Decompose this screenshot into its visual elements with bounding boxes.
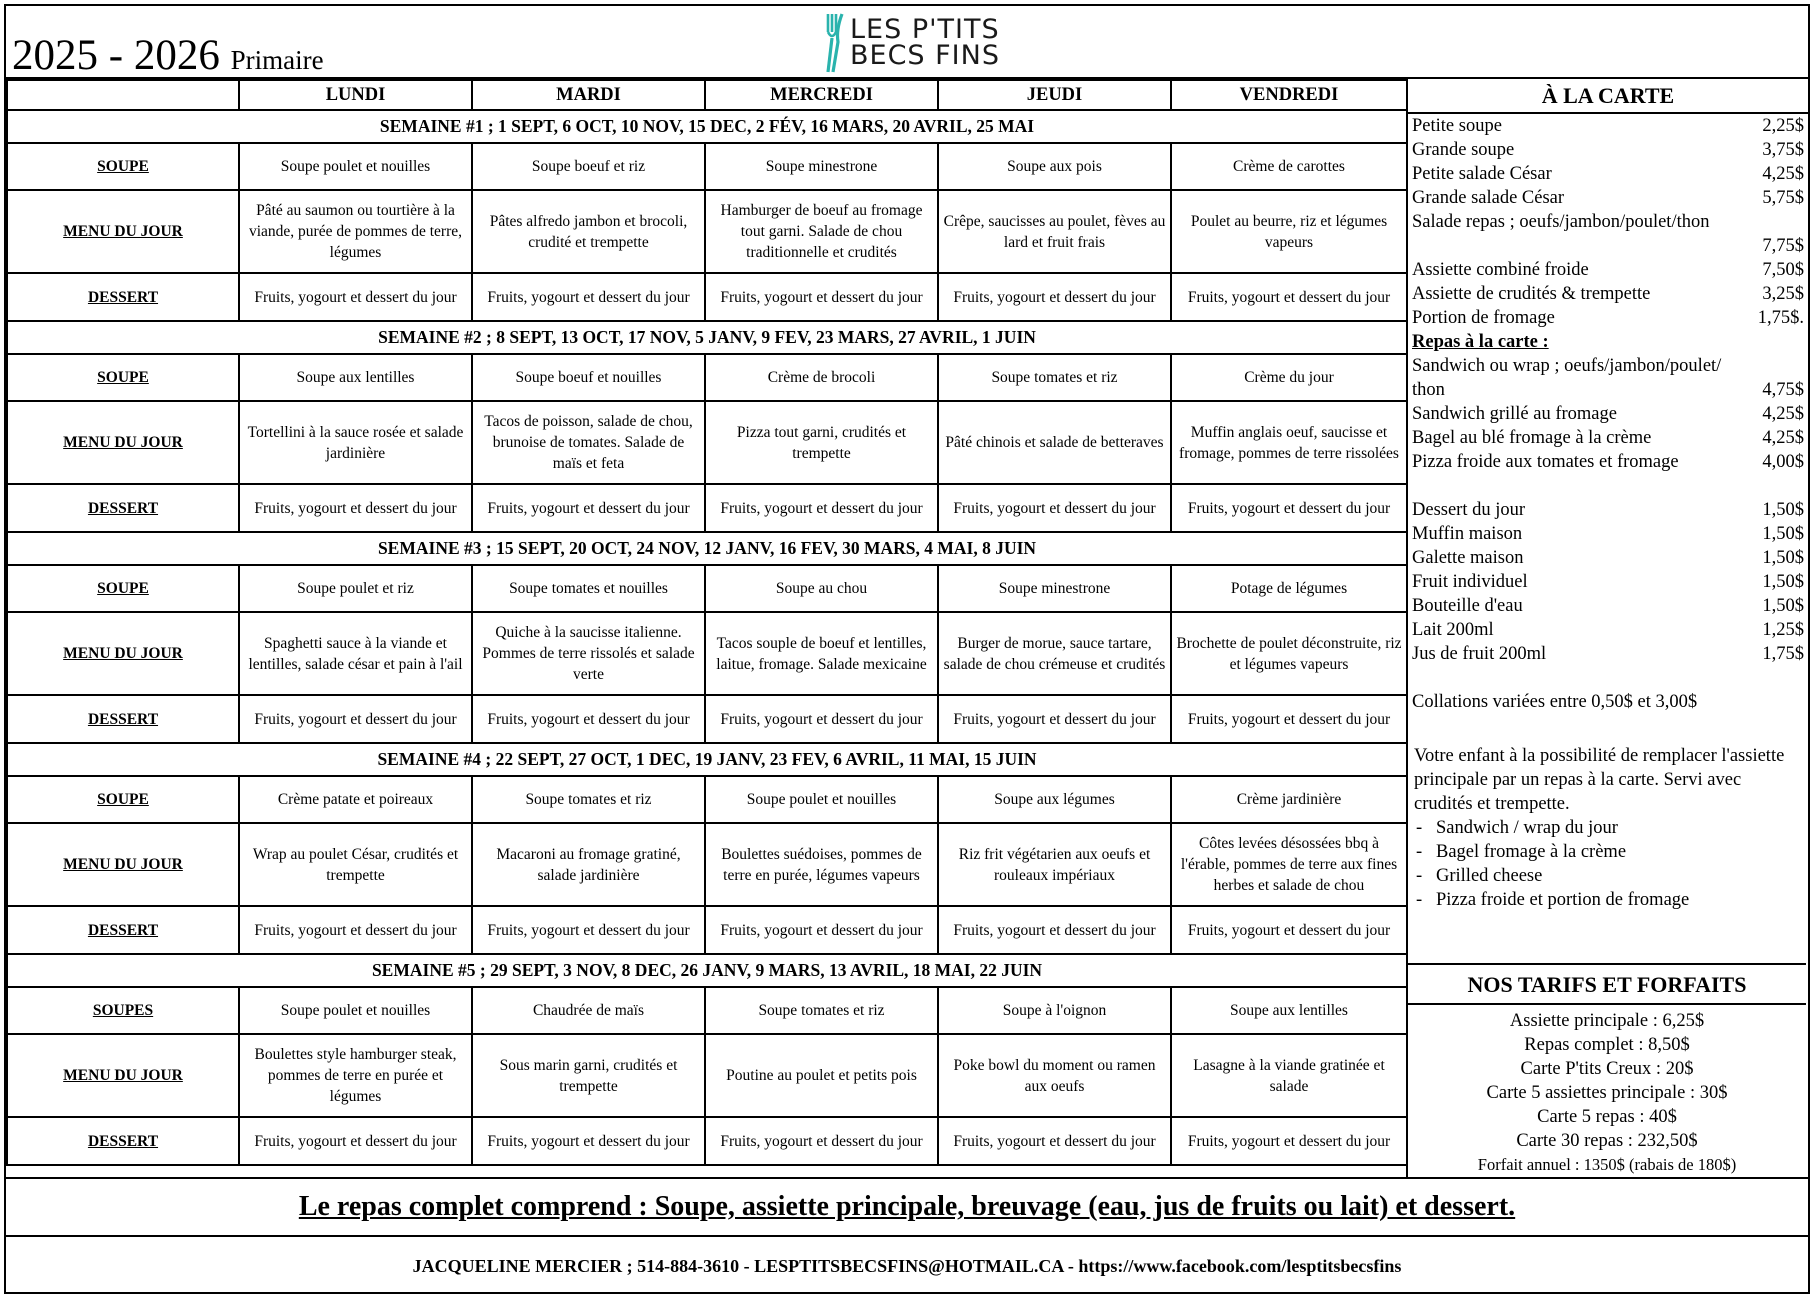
substitution-option	[1416, 840, 1802, 864]
week-2-soupe-row	[7, 354, 1407, 401]
carte-item	[1412, 186, 1804, 210]
item-price: 4,25$	[1762, 404, 1804, 424]
menu-cell-friday: Muffin anglais oeuf, saucisse et fromage, pommes de terre rissolées	[1171, 401, 1407, 484]
day-header-tuesday: MARDI	[472, 80, 705, 110]
carte-item	[1412, 114, 1804, 138]
salade-repas-price-row	[1412, 234, 1804, 258]
week-3-header-row	[7, 532, 1407, 565]
soupe-row-label: SOUPE	[7, 565, 239, 612]
item-name: Jus de fruit 200ml	[1412, 644, 1547, 664]
item-name: Portion de fromage	[1412, 308, 1555, 328]
substitution-option	[1416, 888, 1802, 912]
weekly-menu-table	[6, 79, 1408, 1166]
item-name: Petite soupe	[1412, 116, 1502, 136]
soupe-row-label: SOUPE	[7, 143, 239, 190]
dash-bullet: -	[1416, 866, 1423, 886]
tarif-item: Assiette principale : 6,25$	[1509, 1011, 1705, 1031]
item-price: 1,75$	[1762, 644, 1804, 664]
school-year-title	[12, 34, 324, 77]
dessert-cell-wednesday: Fruits, yogourt et dessert du jour	[705, 484, 938, 532]
sandwich-item-cont	[1412, 378, 1804, 402]
menu-cell-monday: Spaghetti sauce à la viande et lentilles, salade césar et pain à l'ail	[239, 612, 472, 695]
dessert-cell-friday: Fruits, yogourt et dessert du jour	[1171, 695, 1407, 743]
option-text: Pizza froide et portion de fromage	[1436, 890, 1690, 910]
dessert-cell-wednesday: Fruits, yogourt et dessert du jour	[705, 695, 938, 743]
dash-bullet: -	[1416, 842, 1423, 862]
carte-item	[1412, 426, 1804, 450]
week-2-title: SEMAINE #2 ; 8 SEPT, 13 OCT, 17 NOV, 5 JANV, 9 FEV, 23 MARS, 27 AVRIL, 1 JUIN	[7, 321, 1407, 354]
day-header-monday: LUNDI	[239, 80, 472, 110]
sandwich-item	[1412, 354, 1804, 378]
menu-cell-friday: Brochette de poulet déconstruite, riz et légumes vapeurs	[1171, 612, 1407, 695]
carte-item	[1412, 498, 1804, 522]
dessert-cell-thursday: Fruits, yogourt et dessert du jour	[938, 906, 1171, 954]
soupe-cell-friday: Crème jardinière	[1171, 776, 1407, 823]
item-name: Petite salade César	[1412, 164, 1552, 184]
soupe-cell-monday: Soupe aux lentilles	[239, 354, 472, 401]
menu-cell-monday: Pâté au saumon ou tourtière à la viande, purée de pommes de terre, légumes	[239, 190, 472, 273]
dessert-cell-friday: Fruits, yogourt et dessert du jour	[1171, 273, 1407, 321]
dessert-cell-thursday: Fruits, yogourt et dessert du jour	[938, 695, 1171, 743]
menu-cell-tuesday: Pâtes alfredo jambon et brocoli, crudité et trempette	[472, 190, 705, 273]
dessert-cell-monday: Fruits, yogourt et dessert du jour	[239, 1117, 472, 1165]
substitution-note	[1408, 744, 1808, 912]
carte-item	[1412, 570, 1804, 594]
a-la-carte-panel	[1406, 79, 1808, 1177]
dessert-cell-thursday: Fruits, yogourt et dessert du jour	[938, 484, 1171, 532]
carte-item	[1412, 282, 1804, 306]
substitution-option	[1416, 816, 1802, 840]
tarif-item: Carte P'tits Creux : 20$	[1520, 1059, 1694, 1079]
soupe-cell-wednesday: Soupe poulet et nouilles	[705, 776, 938, 823]
item-price: 1,50$	[1762, 524, 1804, 544]
item-name: Assiette combiné froide	[1412, 260, 1589, 280]
item-price: 3,25$	[1762, 284, 1804, 304]
menu-cell-thursday: Pâté chinois et salade de betteraves	[938, 401, 1171, 484]
dessert-row-label: DESSERT	[7, 273, 239, 321]
soupe-cell-tuesday: Soupe tomates et nouilles	[472, 565, 705, 612]
dessert-cell-friday: Fruits, yogourt et dessert du jour	[1171, 484, 1407, 532]
item-name: Grande salade César	[1412, 188, 1565, 208]
soupe-cell-wednesday: Soupe minestrone	[705, 143, 938, 190]
dessert-cell-monday: Fruits, yogourt et dessert du jour	[239, 273, 472, 321]
item-price: 1,25$	[1762, 620, 1804, 640]
soupe-cell-thursday: Soupe aux légumes	[938, 776, 1171, 823]
menu-cell-tuesday: Quiche à la saucisse italienne. Pommes de terre rissolés et salade verte	[472, 612, 705, 695]
contact-line: JACQUELINE MERCIER ; 514-884-3610 - LESPTITSBECSFINS@HOTMAIL.CA - https://www.facebook.com/lesptitsbecsfins	[412, 1256, 1402, 1276]
tarif-item: Carte 5 repas : 40$	[1537, 1107, 1677, 1127]
week-5-dessert-row	[7, 1117, 1407, 1165]
carte-item	[1412, 258, 1804, 282]
item-name: Bouteille d'eau	[1412, 596, 1523, 616]
soupe-cell-friday: Crème de carottes	[1171, 143, 1407, 190]
dessert-cell-wednesday: Fruits, yogourt et dessert du jour	[705, 1117, 938, 1165]
carte-item	[1412, 450, 1804, 474]
menu-cell-monday: Wrap au poulet César, crudités et trempette	[239, 823, 472, 906]
item-price: 1,50$	[1762, 500, 1804, 520]
soupe-cell-tuesday: Chaudrée de maïs	[472, 987, 705, 1034]
dessert-cell-monday: Fruits, yogourt et dessert du jour	[239, 484, 472, 532]
item-price: 4,25$	[1762, 164, 1804, 184]
dessert-row-label: DESSERT	[7, 906, 239, 954]
dessert-row-label: DESSERT	[7, 695, 239, 743]
soupe-cell-monday: Soupe poulet et nouilles	[239, 143, 472, 190]
logo-line-2: BECS FINS	[850, 40, 1000, 71]
soupe-cell-tuesday: Soupe boeuf et nouilles	[472, 354, 705, 401]
menu-row-label: MENU DU JOUR	[7, 190, 239, 273]
dessert-cell-monday: Fruits, yogourt et dessert du jour	[239, 906, 472, 954]
item-name: Fruit individuel	[1412, 572, 1528, 592]
item-name: Sandwich grillé au fromage	[1412, 404, 1617, 424]
carte-item	[1412, 306, 1804, 330]
item-name: Grande soupe	[1412, 140, 1515, 160]
item-name: thon	[1412, 380, 1445, 400]
dessert-cell-friday: Fruits, yogourt et dessert du jour	[1171, 906, 1407, 954]
carte-item	[1412, 642, 1804, 666]
carte-item	[1412, 162, 1804, 186]
menu-cell-friday: Côtes levées désossées bbq à l'érable, pommes de terre aux fines herbes et salade de chou	[1171, 823, 1407, 906]
soupe-cell-monday: Soupe poulet et nouilles	[239, 987, 472, 1034]
item-name: Galette maison	[1412, 548, 1524, 568]
menu-row-label: MENU DU JOUR	[7, 823, 239, 906]
day-header-friday: VENDREDI	[1171, 80, 1407, 110]
week-5-soupe-row	[7, 987, 1407, 1034]
menu-row-label: MENU DU JOUR	[7, 612, 239, 695]
tarifs-list	[1408, 1009, 1806, 1177]
menu-cell-tuesday: Tacos de poisson, salade de chou, brunoise de tomates. Salade de maïs et feta	[472, 401, 705, 484]
item-price: 2,25$	[1762, 116, 1804, 136]
week-4-soupe-row	[7, 776, 1407, 823]
complete-meal-banner: Le repas complet comprend : Soupe, assiette principale, breuvage (eau, jus de fruits ou lait) et dessert.	[6, 1177, 1808, 1237]
carte-item	[1412, 594, 1804, 618]
item-price: 4,25$	[1762, 428, 1804, 448]
soupe-cell-thursday: Soupe à l'oignon	[938, 987, 1171, 1034]
option-text: Bagel fromage à la crème	[1436, 842, 1627, 862]
item-price: 7,75$	[1762, 236, 1804, 256]
week-4-title: SEMAINE #4 ; 22 SEPT, 27 OCT, 1 DEC, 19 JANV, 23 FEV, 6 AVRIL, 11 MAI, 15 JUIN	[7, 743, 1407, 776]
soupe-cell-tuesday: Soupe tomates et riz	[472, 776, 705, 823]
menu-cell-wednesday: Tacos souple de boeuf et lentilles, laitue, fromage. Salade mexicaine	[705, 612, 938, 695]
menu-row-label: MENU DU JOUR	[7, 401, 239, 484]
menu-cell-tuesday: Macaroni au fromage gratiné, salade jardinière	[472, 823, 705, 906]
week-1-soupe-row	[7, 143, 1407, 190]
menu-row-label: MENU DU JOUR	[7, 1034, 239, 1117]
day-header-row	[7, 80, 1407, 110]
tarif-item: Carte 5 assiettes principale : 30$	[1486, 1083, 1728, 1103]
menu-cell-thursday: Burger de morue, sauce tartare, salade de chou crémeuse et crudités	[938, 612, 1171, 695]
menu-cell-thursday: Crêpe, saucisses au poulet, fèves au lard et fruit frais	[938, 190, 1171, 273]
soupe-cell-wednesday: Soupe au chou	[705, 565, 938, 612]
soupe-cell-friday: Soupe aux lentilles	[1171, 987, 1407, 1034]
dessert-row-label: DESSERT	[7, 1117, 239, 1165]
tarif-item: Repas complet : 8,50$	[1524, 1035, 1690, 1055]
week-1-header-row	[7, 110, 1407, 143]
soupe-cell-monday: Soupe poulet et riz	[239, 565, 472, 612]
page-header	[6, 6, 1808, 79]
week-4-dessert-row	[7, 906, 1407, 954]
week-3-menu-row	[7, 612, 1407, 695]
repas-a-la-carte-heading: Repas à la carte :	[1412, 332, 1549, 352]
carte-item	[1412, 522, 1804, 546]
soupe-cell-friday: Potage de légumes	[1171, 565, 1407, 612]
year-label: 2025 - 2026	[12, 32, 220, 79]
soupe-cell-friday: Crème du jour	[1171, 354, 1407, 401]
dash-bullet: -	[1416, 818, 1423, 838]
soupe-cell-thursday: Soupe minestrone	[938, 565, 1171, 612]
tarifs-title: NOS TARIFS ET FORFAITS	[1408, 963, 1806, 1005]
collations-line: Collations variées entre 0,50$ et 3,00$	[1412, 692, 1698, 712]
dash-bullet: -	[1416, 890, 1423, 910]
menu-cell-tuesday: Sous marin garni, crudités et trempette	[472, 1034, 705, 1117]
soupe-row-label: SOUPES	[7, 987, 239, 1034]
substitution-option	[1416, 864, 1802, 888]
substitution-text: Votre enfant à la possibilité de remplacer l'assiette principale par un repas à la carte. Servi avec crudités et trempette.	[1414, 746, 1785, 814]
carte-item	[1412, 546, 1804, 570]
dessert-row-label: DESSERT	[7, 484, 239, 532]
soupe-cell-tuesday: Soupe boeuf et riz	[472, 143, 705, 190]
dessert-cell-thursday: Fruits, yogourt et dessert du jour	[938, 273, 1171, 321]
carte-item	[1412, 138, 1804, 162]
item-price: 1,50$	[1762, 548, 1804, 568]
week-1-menu-row	[7, 190, 1407, 273]
week-3-soupe-row	[7, 565, 1407, 612]
week-4-menu-row	[7, 823, 1407, 906]
dessert-cell-tuesday: Fruits, yogourt et dessert du jour	[472, 1117, 705, 1165]
item-price: 3,75$	[1762, 140, 1804, 160]
week-3-title: SEMAINE #3 ; 15 SEPT, 20 OCT, 24 NOV, 12 JANV, 16 FEV, 30 MARS, 4 MAI, 8 JUIN	[7, 532, 1407, 565]
salade-repas-item	[1412, 210, 1804, 234]
level-label: Primaire	[230, 45, 324, 75]
soupe-cell-monday: Crème patate et poireaux	[239, 776, 472, 823]
dessert-cell-tuesday: Fruits, yogourt et dessert du jour	[472, 484, 705, 532]
dessert-cell-thursday: Fruits, yogourt et dessert du jour	[938, 1117, 1171, 1165]
a-la-carte-title: À LA CARTE	[1408, 79, 1808, 114]
soupe-cell-wednesday: Soupe tomates et riz	[705, 987, 938, 1034]
item-price: 1,50$	[1762, 596, 1804, 616]
dessert-cell-monday: Fruits, yogourt et dessert du jour	[239, 695, 472, 743]
dessert-cell-friday: Fruits, yogourt et dessert du jour	[1171, 1117, 1407, 1165]
week-1-title: SEMAINE #1 ; 1 SEPT, 6 OCT, 10 NOV, 15 DEC, 2 FÉV, 16 MARS, 20 AVRIL, 25 MAI	[7, 110, 1407, 143]
option-text: Grilled cheese	[1436, 866, 1543, 886]
soupe-row-label: SOUPE	[7, 354, 239, 401]
item-price: 1,50$	[1762, 572, 1804, 592]
logo-line-1: LES P'TITS	[850, 14, 1000, 45]
fork-knife-icon	[824, 12, 846, 74]
item-price: 5,75$	[1762, 188, 1804, 208]
menu-cell-friday: Poulet au beurre, riz et légumes vapeurs	[1171, 190, 1407, 273]
item-price: 1,75$.	[1757, 308, 1804, 328]
carte-item	[1412, 402, 1804, 426]
day-header-thursday: JEUDI	[938, 80, 1171, 110]
item-name: Assiette de crudités & trempette	[1412, 284, 1651, 304]
menu-cell-wednesday: Poutine au poulet et petits pois	[705, 1034, 938, 1117]
item-name: Muffin maison	[1412, 524, 1523, 544]
item-price: 4,00$	[1762, 452, 1804, 472]
week-5-menu-row	[7, 1034, 1407, 1117]
forfait-annuel: Forfait annuel : 1350$ (rabais de 180$)	[1477, 1155, 1737, 1174]
dessert-cell-tuesday: Fruits, yogourt et dessert du jour	[472, 695, 705, 743]
day-header-wednesday: MERCREDI	[705, 80, 938, 110]
dessert-cell-wednesday: Fruits, yogourt et dessert du jour	[705, 273, 938, 321]
soupe-cell-wednesday: Crème de brocoli	[705, 354, 938, 401]
week-2-header-row	[7, 321, 1407, 354]
menu-cell-wednesday: Boulettes suédoises, pommes de terre en purée, légumes vapeurs	[705, 823, 938, 906]
item-name: Pizza froide aux tomates et fromage	[1412, 452, 1679, 472]
menu-cell-wednesday: Hamburger de boeuf au fromage tout garni. Salade de chou traditionnelle et crudités	[705, 190, 938, 273]
week-2-menu-row	[7, 401, 1407, 484]
option-text: Sandwich / wrap du jour	[1436, 818, 1618, 838]
week-5-title: SEMAINE #5 ; 29 SEPT, 3 NOV, 8 DEC, 26 JANV, 9 MARS, 13 AVRIL, 18 MAI, 22 JUIN	[7, 954, 1407, 987]
week-2-dessert-row	[7, 484, 1407, 532]
item-name: Bagel au blé fromage à la crème	[1412, 428, 1652, 448]
soupe-row-label: SOUPE	[7, 776, 239, 823]
menu-cell-monday: Tortellini à la sauce rosée et salade jardinière	[239, 401, 472, 484]
week-5-header-row	[7, 954, 1407, 987]
soupe-cell-thursday: Soupe aux pois	[938, 143, 1171, 190]
menu-cell-thursday: Poke bowl du moment ou ramen aux oeufs	[938, 1034, 1171, 1117]
item-price: 4,75$	[1762, 380, 1804, 400]
menu-cell-friday: Lasagne à la viande gratinée et salade	[1171, 1034, 1407, 1117]
menu-cell-wednesday: Pizza tout garni, crudités et trempette	[705, 401, 938, 484]
menu-cell-monday: Boulettes style hamburger steak, pommes de terre en purée et légumes	[239, 1034, 472, 1117]
week-1-dessert-row	[7, 273, 1407, 321]
item-price: 7,50$	[1762, 260, 1804, 280]
item-name: Dessert du jour	[1412, 500, 1526, 520]
soupe-cell-thursday: Soupe tomates et riz	[938, 354, 1171, 401]
brand-logo	[824, 12, 1000, 74]
menu-page	[4, 4, 1810, 1294]
tarif-item: Carte 30 repas : 232,50$	[1516, 1131, 1698, 1151]
corner-cell	[7, 80, 239, 110]
dessert-cell-tuesday: Fruits, yogourt et dessert du jour	[472, 906, 705, 954]
item-name: Lait 200ml	[1412, 620, 1494, 640]
item-name: Salade repas ; oeufs/jambon/poulet/thon	[1412, 212, 1710, 232]
week-4-header-row	[7, 743, 1407, 776]
week-3-dessert-row	[7, 695, 1407, 743]
substitution-options	[1414, 816, 1802, 912]
item-name: Sandwich ou wrap ; oeufs/jambon/poulet/	[1412, 356, 1722, 376]
a-la-carte-items	[1408, 114, 1808, 744]
dessert-cell-wednesday: Fruits, yogourt et dessert du jour	[705, 906, 938, 954]
menu-cell-thursday: Riz frit végétarien aux oeufs et rouleaux impériaux	[938, 823, 1171, 906]
dessert-cell-tuesday: Fruits, yogourt et dessert du jour	[472, 273, 705, 321]
carte-item	[1412, 618, 1804, 642]
